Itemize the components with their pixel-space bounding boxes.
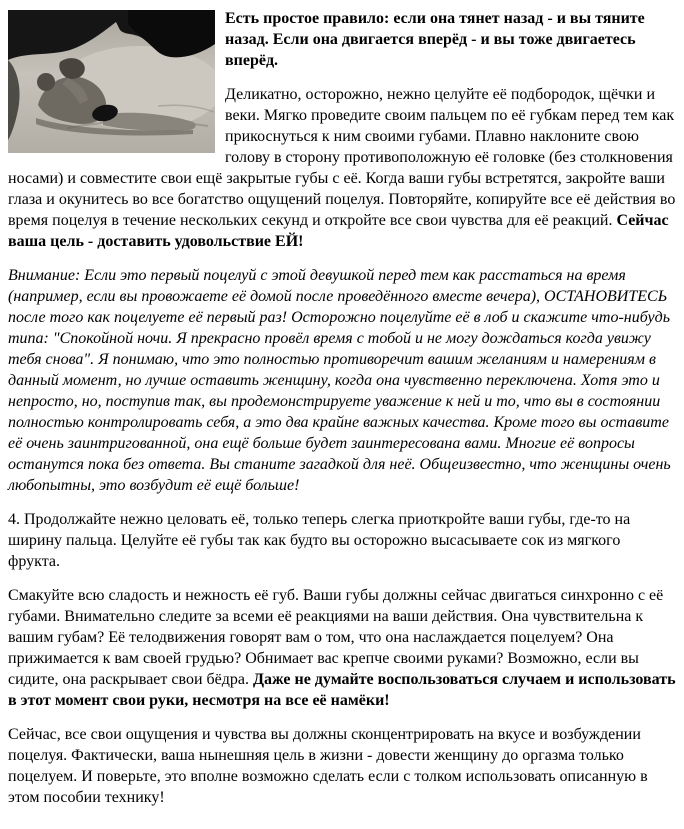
warning-paragraph (8, 265, 676, 496)
beach-kiss-photo-graphic (8, 10, 215, 153)
technique-text: Деликатно, осторожно, нежно целуйте её подбородок, щёчки и веки. Мягко проведите своим пальцем по её губкам перед тем как прикоснуться к ним своими губами. Плавно наклоните свою голову в сторону противоположную её головке (без столкновения носами) и совместите свои ещё закрытые губы с её. Когда ваши губы встретятся, закройте ваши глаза и окунитесь во все богатство ощущений поцелуя. Повторяйте, копируйте все её действия во время поцелуя в течение нескольких секунд и откройте все свои чувства для её реакций. (8, 86, 676, 229)
savor-paragraph (8, 585, 676, 711)
step4-paragraph (8, 509, 676, 572)
article (8, 8, 676, 821)
intro-text: Есть простое правило: если она тянет назад - и вы тяните назад. Если она двигается вперёд - и вы тоже двигаетесь вперёд. (225, 10, 645, 69)
savor-text: Смакуйте всю сладость и нежность её губ. Ваши губы должны сейчас двигаться синхронно с её губами. Внимательно следите за всеми её реакциями на ваши действия. Она чувствительна к вашим губам? Её телодвижения говорят вам о том, что она наслаждается поцелуем? Она прижимается к вам своей грудью? Обнимает вас крепче своими руками? Возможно, если вы сидите, она раскрывает свои бёдра. (8, 587, 664, 688)
savor-warning-text: Даже не думайте воспользоваться случаем и использовать в этот момент свои руки, несмотря на все её намёки! (8, 671, 676, 709)
technique-goal-text: Сейчас ваша цель - доставить удовольствие ЕЙ! (8, 212, 669, 250)
warning-text: Внимание: Если это первый поцелуй с этой девушкой перед тем как расстаться на время (например, если вы провожаете её домой после проведённого вместе вечера), ОСТАНОВИТЕСЬ после того как поцелуете её первый раз! Осторожно поцелуйте её в лоб и скажите что-нибудь типа: "Спокойной ночи. Я прекрасно провёл время с тобой и не могу дождаться когда увижу тебя снова". Я понимаю, что это полностью противоречит вашим желаниям и намерениям в данный момент, но лучше оставить женщину, когда она чувственно переключена. Хотя это и непросто, но, поступив так, вы продемонстрируете уважение к ней и то, что вы в состоянии полностью контролировать себя, а это два крайне важных качества. Кроме того вы оставите её очень заинтригованной, она ещё больше будет заинтересована вами. Многие её вопросы останутся пока без ответа. Вы станите загадкой для неё. Общеизвестно, что женщины очень любопытны, это возбудит её ещё больше! (8, 267, 671, 494)
final-paragraph (8, 724, 676, 808)
beach-kiss-photo (8, 10, 215, 153)
final-text: Сейчас, все свои ощущения и чувства вы должны сконцентрировать на вкусе и возбуждении поцелуя. Фактически, ваша нынешняя цель в жизни - довести женщину до оргазма только поцелуем. И поверьте, это вполне возможно сделать если с толком использовать описанную в этом пособии технику! (8, 726, 648, 806)
step4-text: 4. Продолжайте нежно целовать её, только теперь слегка приоткройте ваши губы, где-то на ширину пальца. Целуйте её губы так как будто вы осторожно высасываете сок из мягкого фрукта. (8, 511, 631, 570)
